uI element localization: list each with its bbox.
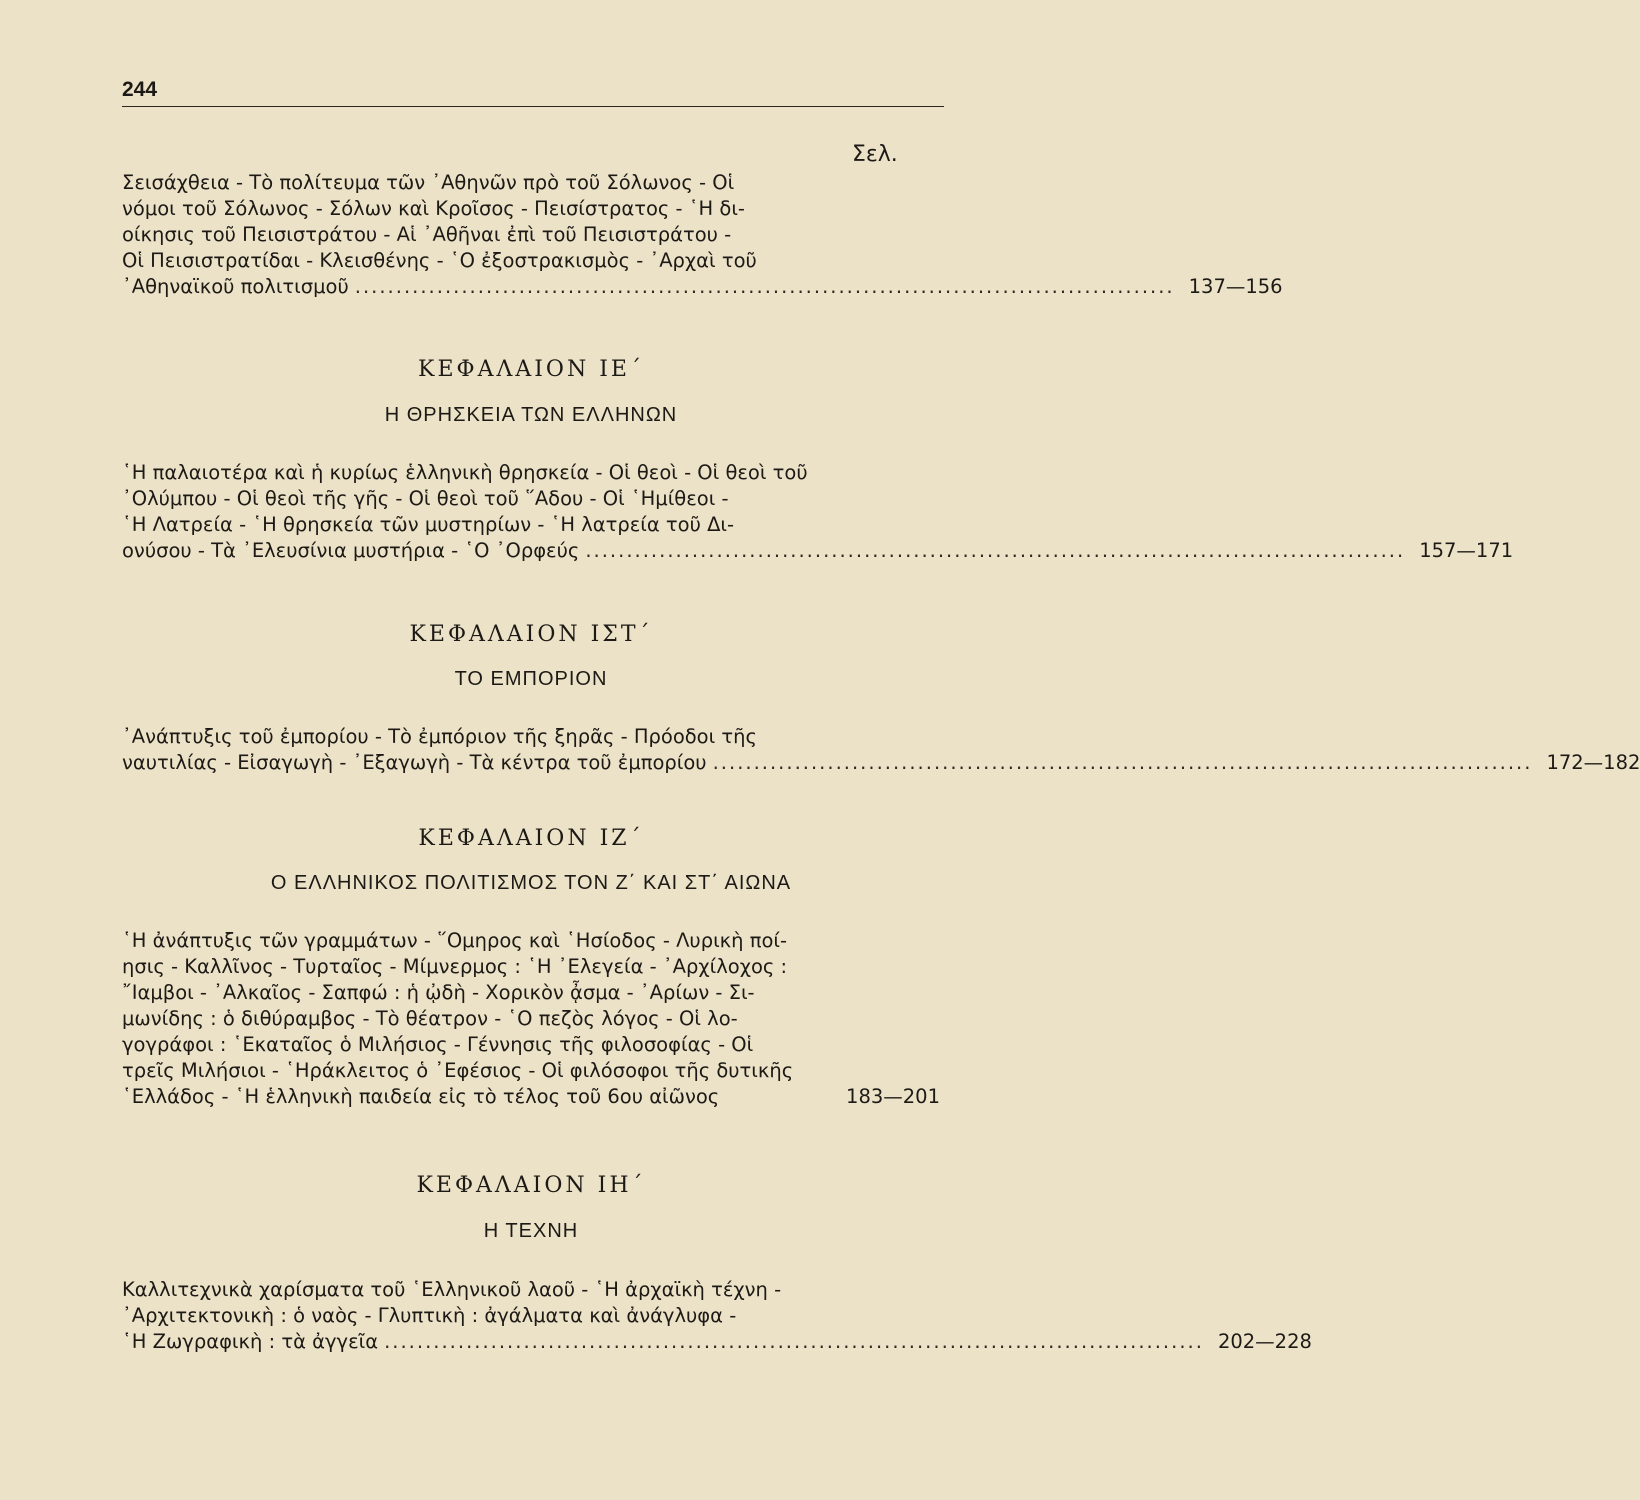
page-range: 172—182 <box>1546 751 1640 774</box>
entry-line: ᾿Ολύμπου - Οἱ θεοὶ τῆς γῆς - Οἱ θεοὶ τοῦ ῞Αδου - Οἱ ῾Ημίθεοι - <box>122 487 729 510</box>
entry-line: μωνίδης : ὁ διθύραμβος - Τὸ θέατρον - ῾Ο πεζὸς λόγος - Οἱ λο- <box>122 1007 738 1030</box>
entry-line: ῾Η παλαιοτέρα καὶ ἡ κυρίως ἑλληνικὴ θρησκεία - Οἱ θεοὶ - Οἱ θεοὶ τοῦ <box>122 461 808 484</box>
chapter-subtitle: Η ΤΕΧΝΗ <box>483 1220 579 1242</box>
toc-entry <box>122 1277 1312 1355</box>
toc-entry <box>122 460 1514 564</box>
chapter-title: ΚΕΦΑΛΑΙΟΝ ΙΕ΄ <box>418 357 644 382</box>
page-range: 183—201 <box>846 1085 940 1108</box>
entry-line: Οἱ Πεισιστρατίδαι - Κλεισθένης - ῾Ο ἐξοστρακισμὸς - ᾿Αρχαὶ τοῦ <box>122 249 757 272</box>
entry-text: ναυτιλίας - Εἰσαγωγὴ - ᾿Εξαγωγὴ - Τὰ κέντρα τοῦ ἐμπορίου <box>122 751 707 774</box>
page-range: 157—171 <box>1419 539 1514 562</box>
entry-last-line <box>122 538 1514 564</box>
entry-line: ῾Η ἀνάπτυξις τῶν γραμμάτων - ῞Ομηρος καὶ ῾Ησίοδος - Λυρικὴ ποί- <box>122 929 788 952</box>
entry-line: Καλλιτεχνικὰ χαρίσματα τοῦ ῾Ελληνικοῦ λαοῦ - ῾Η ἀρχαϊκὴ τέχνη - <box>122 1278 782 1301</box>
entry-line: ᾿Αρχιτεκτονικὴ : ὁ ναὸς - Γλυπτικὴ : ἀγάλματα καὶ ἀνάγλυφα - <box>122 1304 737 1327</box>
dot-leader: .................................................................................................... <box>585 539 1406 562</box>
chapter-title: ΚΕΦΑΛΑΙΟΝ ΙΖ΄ <box>418 826 644 851</box>
chapter-title: ΚΕΦΑΛΑΙΟΝ ΙΗ΄ <box>416 1173 646 1198</box>
entry-text: ῾Η Ζωγραφικὴ : τὰ ἀγγεῖα <box>122 1330 379 1353</box>
page-range: 137—156 <box>1188 275 1283 298</box>
entry-text: ονύσου - Τὰ ᾿Ελευσίνια μυστήρια - ῾Ο ᾿Ορφεύς <box>122 539 580 562</box>
entry-line: ᾿Ανάπτυξις τοῦ ἐμπορίου - Τὸ ἐμπόριον τῆς ξηρᾶς - Πρόοδοι τῆς <box>122 725 757 748</box>
dot-leader <box>725 1084 832 1110</box>
toc-entry <box>122 928 940 1110</box>
entry-line: οίκησις τοῦ Πεισιστράτου - Αἱ ᾿Αθῆναι ἐπὶ τοῦ Πεισιστράτου - <box>122 223 732 246</box>
entry-last-line <box>122 750 1640 776</box>
entry-line: γογράφοι : ῾Εκαταῖος ὁ Μιλήσιος - Γέννησις τῆς φιλοσοφίας - Οἱ <box>122 1033 754 1056</box>
entry-last-line <box>122 274 1283 300</box>
page-number: 244 <box>122 78 158 101</box>
toc-entry <box>122 724 1640 776</box>
page-column-label: Σελ. <box>852 142 898 167</box>
entry-last-line <box>122 1329 1312 1355</box>
entry-line: ῾Η Λατρεία - ῾Η θρησκεία τῶν μυστηρίων - ῾Η λατρεία τοῦ Δι- <box>122 513 735 536</box>
entry-line: ῎Ιαμβοι - ᾿Αλκαῖος - Σαπφώ : ἡ ᾠδὴ - Χορικὸν ᾆσμα - ᾿Αρίων - Σι- <box>122 981 755 1004</box>
entry-text: ῾Ελλάδος - ῾Η ἑλληνικὴ παιδεία εἰς τὸ τέλος τοῦ 6ου αἰῶνος <box>122 1085 720 1108</box>
entry-text: ᾿Αθηναϊκοῦ πολιτισμοῦ <box>122 275 349 298</box>
chapter-subtitle: Ο ΕΛΛΗΝΙΚΟΣ ΠΟΛΙΤΙΣΜΟΣ ΤΟΝ Ζ΄ ΚΑΙ ΣΤ΄ ΑΙΩΝΑ <box>270 872 792 894</box>
entry-line: τρεῖς Μιλήσιοι - ῾Ηράκλειτος ὁ ᾿Εφέσιος - Οἱ φιλόσοφοι τῆς δυτικῆς <box>122 1059 794 1082</box>
dot-leader: .................................................................................................... <box>384 1330 1204 1353</box>
chapter-title: ΚΕΦΑΛΑΙΟΝ ΙΣΤ΄ <box>409 622 653 647</box>
page-range: 202—228 <box>1217 1330 1312 1353</box>
entry-last-line <box>122 1084 940 1110</box>
header-rule <box>122 106 944 107</box>
entry-line: Σεισάχθεια - Τὸ πολίτευμα τῶν ᾿Αθηνῶν πρὸ τοῦ Σόλωνος - Οἱ <box>122 171 735 194</box>
toc-entry-continued <box>122 170 1283 300</box>
entry-line: νόμοι τοῦ Σόλωνος - Σόλων καὶ Κροῖσος - Πεισίστρατος - ῾Η δι- <box>122 197 745 220</box>
chapter-subtitle: ΤΟ ΕΜΠΟΡΙΟΝ <box>454 668 608 690</box>
entry-line: ησις - Καλλῖνος - Τυρταῖος - Μίμνερμος : ῾Η ᾿Ελεγεία - ᾿Αρχίλοχος : <box>122 955 788 978</box>
chapter-subtitle: Η ΘΡΗΣΚΕΙΑ ΤΩΝ ΕΛΛΗΝΩΝ <box>384 404 678 426</box>
dot-leader: .................................................................................................... <box>354 275 1175 298</box>
dot-leader: .................................................................................................... <box>712 751 1533 774</box>
